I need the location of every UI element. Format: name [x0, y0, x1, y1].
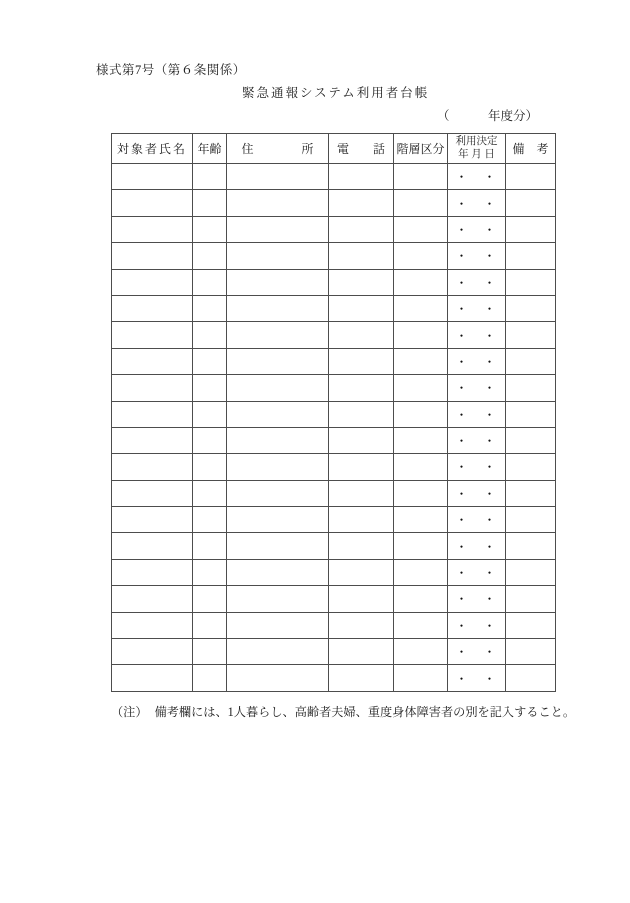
- col-header-decision-date-line2: 年 月 日: [458, 148, 495, 160]
- cell-decision-date: ・ ・: [448, 507, 506, 533]
- cell-age: [193, 559, 227, 585]
- cell-class: [394, 269, 448, 295]
- col-header-phone: 電 話: [329, 134, 394, 164]
- table-row: [112, 480, 556, 506]
- fiscal-year-open-paren: （: [437, 109, 450, 123]
- cell-remarks: [506, 190, 556, 216]
- table-row: [112, 348, 556, 374]
- cell-phone: [329, 454, 394, 480]
- cell-decision-date: ・ ・: [448, 665, 506, 691]
- cell-decision-date: ・ ・: [448, 243, 506, 269]
- footnote-label: （注）: [111, 705, 148, 719]
- cell-decision-date: ・ ・: [448, 533, 506, 559]
- cell-age: [193, 216, 227, 242]
- cell-phone: [329, 639, 394, 665]
- cell-remarks: [506, 243, 556, 269]
- cell-name: [112, 322, 193, 348]
- cell-name: [112, 665, 193, 691]
- cell-age: [193, 269, 227, 295]
- cell-age: [193, 665, 227, 691]
- col-header-name: 対象者氏名: [112, 134, 193, 164]
- cell-age: [193, 427, 227, 453]
- cell-phone: [329, 480, 394, 506]
- col-header-decision-date-line1: 利用決定: [455, 136, 498, 147]
- cell-class: [394, 665, 448, 691]
- table-row: [112, 190, 556, 216]
- cell-remarks: [506, 401, 556, 427]
- cell-name: [112, 559, 193, 585]
- cell-phone: [329, 401, 394, 427]
- cell-remarks: [506, 454, 556, 480]
- cell-decision-date: ・ ・: [448, 480, 506, 506]
- table-row: [112, 401, 556, 427]
- cell-phone: [329, 348, 394, 374]
- cell-address: [227, 480, 329, 506]
- cell-age: [193, 639, 227, 665]
- cell-age: [193, 375, 227, 401]
- table-row: [112, 586, 556, 612]
- cell-class: [394, 295, 448, 321]
- cell-decision-date: ・ ・: [448, 612, 506, 638]
- cell-phone: [329, 164, 394, 190]
- cell-phone: [329, 375, 394, 401]
- cell-address: [227, 243, 329, 269]
- cell-age: [193, 164, 227, 190]
- table-row: [112, 612, 556, 638]
- cell-remarks: [506, 507, 556, 533]
- table-row: [112, 269, 556, 295]
- table-header-row: [112, 134, 556, 164]
- cell-decision-date: ・ ・: [448, 216, 506, 242]
- cell-phone: [329, 269, 394, 295]
- cell-decision-date: ・ ・: [448, 375, 506, 401]
- cell-class: [394, 322, 448, 348]
- cell-remarks: [506, 216, 556, 242]
- cell-remarks: [506, 322, 556, 348]
- cell-age: [193, 612, 227, 638]
- cell-phone: [329, 665, 394, 691]
- cell-class: [394, 164, 448, 190]
- cell-name: [112, 375, 193, 401]
- cell-decision-date: ・ ・: [448, 322, 506, 348]
- cell-remarks: [506, 480, 556, 506]
- cell-remarks: [506, 533, 556, 559]
- table-row: [112, 454, 556, 480]
- cell-class: [394, 216, 448, 242]
- col-header-age: 年齢: [193, 134, 227, 164]
- cell-age: [193, 190, 227, 216]
- cell-address: [227, 164, 329, 190]
- cell-age: [193, 586, 227, 612]
- cell-name: [112, 454, 193, 480]
- cell-phone: [329, 190, 394, 216]
- cell-remarks: [506, 586, 556, 612]
- cell-address: [227, 348, 329, 374]
- cell-class: [394, 612, 448, 638]
- cell-phone: [329, 427, 394, 453]
- cell-name: [112, 507, 193, 533]
- cell-phone: [329, 586, 394, 612]
- cell-remarks: [506, 427, 556, 453]
- cell-phone: [329, 295, 394, 321]
- cell-remarks: [506, 665, 556, 691]
- cell-address: [227, 269, 329, 295]
- cell-name: [112, 295, 193, 321]
- cell-address: [227, 454, 329, 480]
- cell-address: [227, 427, 329, 453]
- fiscal-year-suffix: 年度分）: [487, 109, 538, 123]
- cell-address: [227, 612, 329, 638]
- table-row: [112, 295, 556, 321]
- cell-name: [112, 586, 193, 612]
- table-row: [112, 639, 556, 665]
- user-registry-table: [111, 133, 556, 692]
- fiscal-year-line: [437, 106, 538, 124]
- cell-name: [112, 639, 193, 665]
- table-row: [112, 427, 556, 453]
- cell-address: [227, 639, 329, 665]
- cell-class: [394, 639, 448, 665]
- footnote-text: 備考欄には、1人暮らし、高齢者夫婦、重度身体障害者の別を記入すること。: [154, 705, 576, 719]
- cell-name: [112, 164, 193, 190]
- cell-class: [394, 586, 448, 612]
- cell-remarks: [506, 295, 556, 321]
- cell-address: [227, 216, 329, 242]
- cell-name: [112, 348, 193, 374]
- cell-phone: [329, 533, 394, 559]
- cell-remarks: [506, 612, 556, 638]
- table-row: [112, 375, 556, 401]
- cell-age: [193, 243, 227, 269]
- cell-age: [193, 322, 227, 348]
- cell-decision-date: ・ ・: [448, 164, 506, 190]
- cell-decision-date: ・ ・: [448, 427, 506, 453]
- cell-name: [112, 190, 193, 216]
- col-header-class: 階層区分: [394, 134, 448, 164]
- cell-decision-date: ・ ・: [448, 559, 506, 585]
- cell-class: [394, 190, 448, 216]
- col-header-decision-date: [448, 134, 506, 164]
- cell-phone: [329, 507, 394, 533]
- cell-age: [193, 295, 227, 321]
- form-number-label: 様式第7号（第６条関係）: [96, 63, 246, 77]
- cell-remarks: [506, 375, 556, 401]
- table-row: [112, 533, 556, 559]
- table-row: [112, 164, 556, 190]
- cell-decision-date: ・ ・: [448, 348, 506, 374]
- cell-class: [394, 533, 448, 559]
- cell-phone: [329, 243, 394, 269]
- cell-phone: [329, 612, 394, 638]
- cell-age: [193, 454, 227, 480]
- cell-address: [227, 533, 329, 559]
- cell-address: [227, 322, 329, 348]
- cell-age: [193, 507, 227, 533]
- cell-decision-date: ・ ・: [448, 401, 506, 427]
- cell-name: [112, 216, 193, 242]
- col-header-address: 住 所: [227, 134, 329, 164]
- cell-phone: [329, 216, 394, 242]
- cell-decision-date: ・ ・: [448, 295, 506, 321]
- cell-name: [112, 427, 193, 453]
- cell-class: [394, 507, 448, 533]
- cell-address: [227, 586, 329, 612]
- cell-remarks: [506, 559, 556, 585]
- cell-class: [394, 375, 448, 401]
- cell-address: [227, 190, 329, 216]
- footnote: [111, 703, 575, 720]
- cell-address: [227, 401, 329, 427]
- cell-decision-date: ・ ・: [448, 190, 506, 216]
- col-header-remarks: 備 考: [506, 134, 556, 164]
- cell-address: [227, 295, 329, 321]
- cell-age: [193, 348, 227, 374]
- cell-phone: [329, 322, 394, 348]
- cell-remarks: [506, 639, 556, 665]
- cell-class: [394, 480, 448, 506]
- cell-age: [193, 533, 227, 559]
- cell-decision-date: ・ ・: [448, 586, 506, 612]
- table-row: [112, 559, 556, 585]
- cell-remarks: [506, 348, 556, 374]
- cell-address: [227, 375, 329, 401]
- page-title: 緊急通報システム利用者台帳: [242, 86, 430, 100]
- table-row: [112, 665, 556, 691]
- cell-name: [112, 401, 193, 427]
- cell-class: [394, 454, 448, 480]
- cell-decision-date: ・ ・: [448, 639, 506, 665]
- cell-class: [394, 401, 448, 427]
- cell-address: [227, 665, 329, 691]
- cell-remarks: [506, 164, 556, 190]
- cell-name: [112, 612, 193, 638]
- cell-decision-date: ・ ・: [448, 269, 506, 295]
- cell-remarks: [506, 269, 556, 295]
- cell-class: [394, 348, 448, 374]
- cell-decision-date: ・ ・: [448, 454, 506, 480]
- cell-name: [112, 480, 193, 506]
- cell-class: [394, 427, 448, 453]
- cell-name: [112, 269, 193, 295]
- table-row: [112, 216, 556, 242]
- cell-name: [112, 243, 193, 269]
- table-row: [112, 322, 556, 348]
- cell-address: [227, 507, 329, 533]
- cell-name: [112, 533, 193, 559]
- cell-address: [227, 559, 329, 585]
- cell-age: [193, 480, 227, 506]
- cell-phone: [329, 559, 394, 585]
- table-row: [112, 243, 556, 269]
- cell-class: [394, 559, 448, 585]
- table-row: [112, 507, 556, 533]
- cell-class: [394, 243, 448, 269]
- cell-age: [193, 401, 227, 427]
